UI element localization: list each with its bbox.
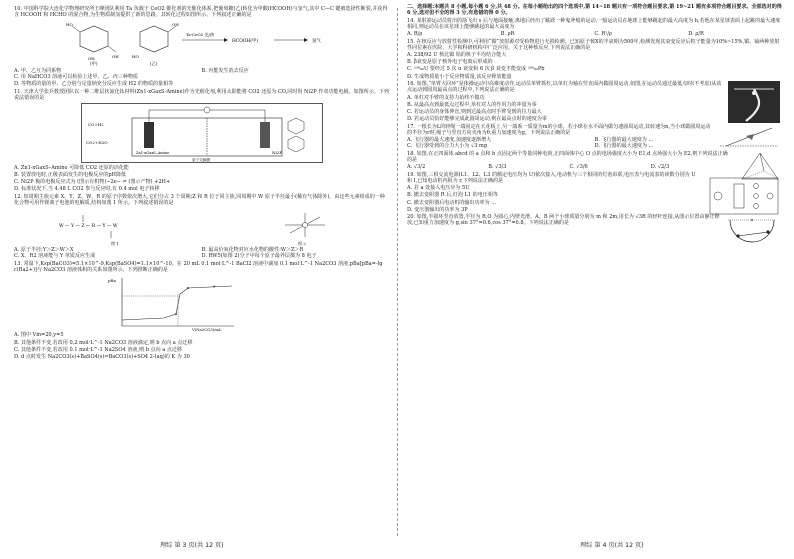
q13-option-a[interactable]: A. 图中 Vm=20,y=5 bbox=[14, 332, 64, 339]
q14-option-c[interactable]: C. R²/ρ bbox=[594, 30, 612, 37]
section-header: 二、选择题:本题共 8 小题,每小题 6 分,共 48 分。在每小题给出的四个选项中,第 14~18 题只有一项符合题目要求,第 19~21 题有多项符合题目要求。全部选对的得 6 分,选对但不全的得 3 分,有选错的得 0 分。 bbox=[407, 4, 782, 17]
question-19-stem: 19. 如图,三相交流电源(L1、L2、L3 的额定电压均为 U)依次接入,电动机与三个相同的灯泡串联,电压表与电流表的读数分别为 U 和 I,已知电动机内阻为 r,下列说法正确的是 bbox=[407, 171, 696, 184]
q13-option-b[interactable]: B. 其他条件不变,若改用 0.2 mol·L^-1 Na2CO3 溶液滴定,则 b 点向 a 点迁移 bbox=[14, 339, 193, 346]
catalyst-label: Ta-CeO2 光/热 bbox=[185, 31, 214, 37]
question-10-options bbox=[14, 68, 389, 74]
mol-a-label: (甲) bbox=[89, 60, 97, 66]
q17-figure-svg bbox=[716, 124, 782, 150]
q18-option-b[interactable]: B. √3/3 bbox=[488, 164, 507, 171]
question-11 bbox=[14, 89, 389, 193]
question-14-stem: 14. 某射箭运动员射出的箭飞出 s 后与地面接触,离地后经历了跳跃一种鬼斧般的运动,一般运动员在地球上能够跳起的最大高度为 h,若他在某星球表面上起跳的最大速度相同,则运动员在该星球上能够跳起的最大高度为 bbox=[407, 17, 781, 30]
question-12-options bbox=[14, 247, 389, 259]
q16-option-b[interactable]: B. 从最高点到最低点过程中,单杠对人的作用力的冲量为零 bbox=[407, 101, 537, 108]
question-10-stem: 10. 中国科学院大连化学物理研究所王峰团队利用 Ta 负载于 CeO2 催化剂的光催化体系,把葡萄糖(乙)转化为甲酸(HCOOH)与氢气,其中 C—C 键被选择性断裂,并获得含 HCOOH 和 HCHO 的混合物,为生物质制氢提供了新的思路。其转化过程如图所示。下列叙述正确的是 bbox=[14, 5, 388, 18]
q11-label-0: CO+H2 bbox=[87, 121, 104, 127]
mol-b-label: (乙) bbox=[149, 60, 157, 66]
question-13-stem: 13. 常温下,Ksp(BaCO3)=5.1×10^-9,Ksp(BaSO4)=1.1×10^-10。在 20 mL 0.1 mol·L^-1 BaCl2 溶液中滴加 0.1 mol·L^-1 Na2CO3 溶液,pBa[pBa=-lg c(Ba2+)]与 Na2CO3 溶液体积的关系如图所示。下列推断正确的是 bbox=[14, 261, 383, 274]
q12-option-c[interactable]: C. X、R2 溶液能与 Y 单质反应生成 bbox=[14, 253, 96, 260]
right-page-footer: 理综 第 4 页(共 12 页) bbox=[580, 542, 644, 549]
question-17 bbox=[407, 124, 782, 149]
q15-option-d[interactable]: D. 生成物质量小于反应物质量,该反应释放能量 bbox=[407, 73, 512, 80]
q11-option-d[interactable]: D. 标准状况下,当 4.48 L CO2 参与反应时,有 0.4 mol 电子转移 bbox=[14, 186, 160, 193]
svg-text:HO: HO bbox=[65, 21, 73, 27]
svg-text:HO: HO bbox=[131, 53, 139, 59]
circuit-svg bbox=[706, 174, 782, 218]
q11-label-2: Zn1-xGaxS–Amine bbox=[135, 150, 169, 155]
q10-option-d[interactable]: D. 等物质的量的甲、乙分别与足量钠充分反应生成 H2 的物质的量相等 bbox=[14, 80, 174, 87]
question-14 bbox=[407, 18, 782, 37]
gymnast-svg bbox=[728, 81, 780, 123]
q16-option-d[interactable]: D. 若运动员恰好能够完成此圆周运动,则在最高点时的速度为零 bbox=[407, 116, 547, 123]
q13-option-c[interactable]: C. 其他条件不变,若改用 0.1 mol·L^-1 Na2SO4 溶液,则 b 点向 a 点迁移 bbox=[14, 346, 182, 353]
q13-option-d[interactable]: D. d 点时发生 Na2CO3(s)+BaSO4(s)⇌BaCO3(s)+SO4 2-(aq)的 K 为 30 bbox=[14, 354, 190, 360]
svg-text:W — Y — Z — R — Y — W: W — Y — Z — R — Y — W bbox=[58, 224, 118, 230]
question-15-stem: 15. 在核反应与放射性检测中,可利用“镅”放射源对受检物进行无损检测。已知原子核X的半衰期为500年,检测发现其衰变反应后粒子能量为10%~15%,镅、铀两种放射性同位素在医院、大学和科研机构中广泛应用。关于这种核反应,下列说法正确的是 bbox=[407, 38, 780, 51]
question-18 bbox=[407, 151, 782, 170]
q18-option-a[interactable]: A. √3/2 bbox=[407, 164, 426, 171]
q10-option-a[interactable]: A. 甲、乙互为同系物 bbox=[14, 67, 62, 74]
question-15 bbox=[407, 39, 782, 80]
q12-option-b[interactable]: B. 最高价氧化物对应水化物的酸性:W＞Z＞R bbox=[201, 247, 304, 254]
q11-label-4: 质子交换膜 bbox=[191, 157, 210, 162]
q19-option-c[interactable]: C. 撤去变阻器后电动机的输出功率为 ... bbox=[407, 199, 497, 206]
reaction-scheme-svg bbox=[52, 20, 352, 66]
q12-fig2-caption: 图 2 bbox=[298, 241, 307, 247]
question-17-stem: 17. 一根长为L的轻绳一端固定在天花板上,另一端系一质量为m的小球。若小球在水平面内做匀速圆周运动,其转速为n,当小球做圆周运动的半径为r时,绳子与竖直方向夹角为θ,重力加速度为g。下列说法正确的是 bbox=[407, 123, 711, 136]
q11-label-3: Ni2P bbox=[271, 149, 282, 155]
q16-option-c[interactable]: C. 若运动员的身体伸直,则到达最高点时手臂受到的拉力最大 bbox=[407, 108, 542, 115]
question-10 bbox=[14, 6, 389, 87]
q17-option-d[interactable]: D. 飞行器的最大速度为 ... bbox=[594, 143, 654, 150]
q14-option-d[interactable]: D. ρ/R bbox=[688, 30, 704, 37]
gymnast-photo bbox=[728, 81, 780, 123]
q10-reaction-scheme bbox=[52, 20, 352, 66]
q11-option-b[interactable]: B. 装置放电时,正极表面发生的电极反应的pH降低 bbox=[14, 171, 127, 178]
question-14-options bbox=[407, 31, 782, 37]
question-18-options bbox=[407, 164, 732, 170]
question-13 bbox=[14, 261, 389, 360]
q16-option-a[interactable]: A. 单杠对手臂的支持力始终不做功 bbox=[407, 94, 485, 101]
q19-option-b[interactable]: B. 撤去变阻器 R 后,灯泡 L1 的电压相等 bbox=[407, 192, 498, 199]
q17-option-a[interactable]: A. 飞行器的最大速度,加速度逐渐增大 bbox=[407, 137, 492, 144]
right-page bbox=[407, 4, 782, 228]
q12-fig1-svg bbox=[53, 207, 183, 247]
left-page bbox=[14, 4, 389, 361]
product-label: HCOOH(甲) bbox=[231, 38, 258, 44]
q11-option-c[interactable]: C. Ni2P 极的电极反应式为 (图示有机物)−2e− ⇌ (图示产物) +2H+ bbox=[14, 179, 171, 186]
column-divider bbox=[397, 8, 398, 536]
q15-option-b[interactable]: B. β衰变是原子核外电子电离后形成的 bbox=[407, 59, 493, 66]
q13-graph bbox=[14, 274, 389, 332]
byproduct-label: 氢气 bbox=[311, 38, 321, 44]
svg-text:OH: OH bbox=[111, 53, 119, 59]
q11-label-1: CO2+H2O bbox=[85, 139, 108, 145]
q15-option-c[interactable]: C. ²³⁸₉₂U 要经过 5 次 α 衰变和 6 次 β 衰变才能变成 ²⁰⁶₈₂Pb bbox=[407, 66, 545, 73]
q19-option-a[interactable]: A. 若 a 处接入电压应为 5U bbox=[407, 185, 470, 192]
q18-option-d[interactable]: D. √2/3 bbox=[650, 164, 670, 171]
svg-text:OH: OH bbox=[171, 21, 179, 27]
question-20 bbox=[407, 214, 782, 226]
q19-option-d[interactable]: D. 变压器输出的功率为 3P bbox=[407, 206, 468, 213]
q10-option-b[interactable]: B. 丙能发生消去反应 bbox=[201, 67, 249, 74]
q17-option-c[interactable]: C. 飞行器受到的合力大小为 √3 mg bbox=[407, 143, 488, 150]
left-page-footer: 理综 第 3 页(共 12 页) bbox=[160, 542, 224, 549]
q14-option-b[interactable]: B. ρR bbox=[500, 30, 515, 37]
semicircle-svg bbox=[724, 214, 782, 254]
q15-option-a[interactable]: A. 238/92 U 核比镅 铅的核子平均结合能大 bbox=[407, 51, 507, 58]
question-11-stem: 11. 天津大学张兵教授团队以一种二维层状氮化钛材料(Zn1-xGaxS-Amine)作为光催化剂,利用太阳能将 CO2 还原为 CO,同时用 Ni2P 作双功能电极。如图所示。下列说法错误的是 bbox=[14, 88, 389, 101]
q14-option-a[interactable]: A. R/ρ bbox=[407, 30, 423, 37]
question-18-stem: 18. 如图,在正四面体 abcd 的 a 点和 b 点固定两个等量同种电荷,正四面体中心 O 点的电场强度大小为 E1,d 点场强大小为 E2,则下列说法正确的是 bbox=[407, 150, 728, 163]
q12-option-d[interactable]: D. RW5(如图 2)分子中每个原子最外层都为 8 电子 bbox=[201, 253, 317, 260]
q17-option-b[interactable]: B. 飞行器的最大速度为 ... bbox=[594, 137, 654, 144]
question-12 bbox=[14, 194, 389, 259]
q12-fig1-caption: 图 1 bbox=[110, 241, 119, 247]
q13-axis-y: pBa bbox=[108, 278, 116, 284]
q10-option-c[interactable]: C. 用 NaHCO3 溶液可以检验上述甲、乙、丙三种物质 bbox=[14, 73, 138, 80]
q11-option-a[interactable]: A. Zn1-xGaxS–Amine 可降低 CO2 还原的活化能 bbox=[14, 164, 129, 171]
question-19 bbox=[407, 172, 782, 213]
q12-figures bbox=[14, 207, 389, 247]
question-16 bbox=[407, 81, 782, 122]
q12-fig2-svg bbox=[260, 207, 350, 247]
question-16-stem: 16. 如图,“单臂大回环”是体操运动中高难度动作,运动员单臂抓杠,以单杠为轴在竖直面内做圆周运动,如图,在运动员通过最低点时(不考虑)从该点运动到圆周最高点的过程中,下列说法正确的是 bbox=[407, 81, 722, 94]
q13-axis-x: V(Na2CO3)/mL bbox=[192, 327, 222, 333]
svg-text:OH: OH bbox=[87, 55, 95, 61]
q12-option-a[interactable]: A. 原子半径:Y＞Z＞W＞X bbox=[14, 247, 74, 254]
question-12-stem: 12. 短周期主族元素 X、Y、Z、W、R 的原子序数依次增大,它们分占 3 个周期;Z 和 R 位于同主族,同周期中 W 原子半径最小(稀有气体除外)。由这些元素组成的一种化合物可用作锂离子电池的电解质,结构如图 1 所示。下列叙述错误的是 bbox=[14, 194, 385, 207]
q13-graph-svg bbox=[104, 274, 244, 332]
q11-electrolysis-figure bbox=[81, 103, 323, 163]
question-20-stem: 20. 如图,半圆环竖直放置,半径为 R,O 为圆心,内壁光滑。A、B 两个小球质量分别为 m 和 2m,用长为 √3R 的轻杆连接,从图示位置由静止释放,已知重力加速度为 g,sin 37°=0.6,cos 37°=0.8。下列说法正确的是 bbox=[407, 214, 720, 227]
q18-option-c[interactable]: C. √3/6 bbox=[569, 164, 588, 171]
electrolysis-svg bbox=[82, 104, 322, 162]
